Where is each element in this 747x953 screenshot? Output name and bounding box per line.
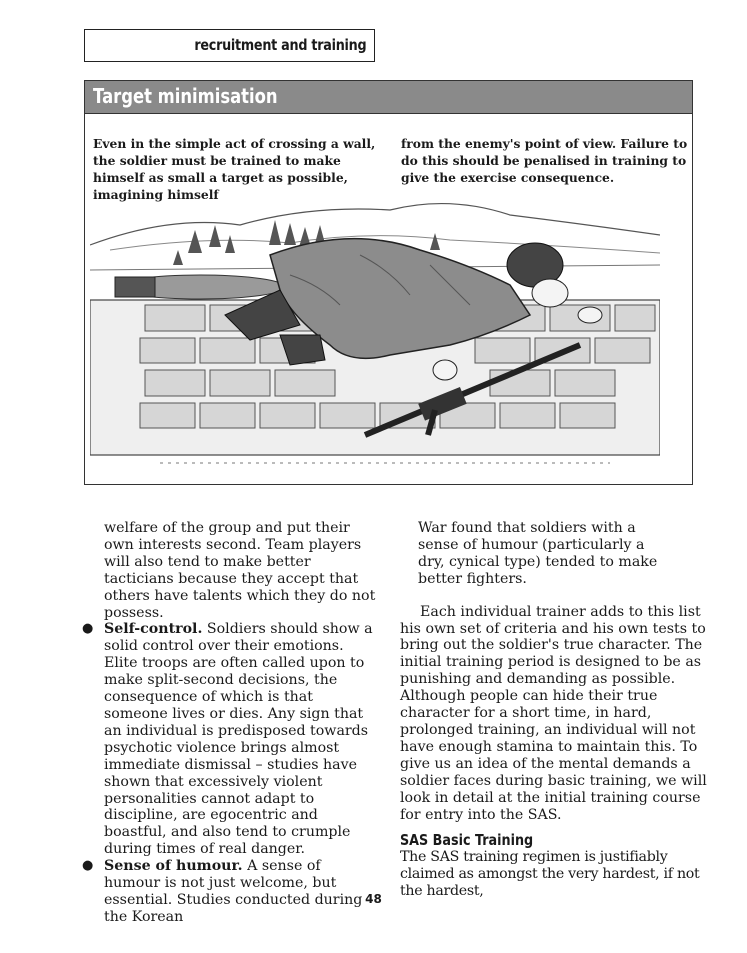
soldier-wall-illustration bbox=[90, 195, 660, 480]
right-paragraph-2: Each individual trainer adds to this list his own set of criteria and his own tests to bring out the soldier's true character. The initial training period is designed to be as punishing and demanding as possible. Although people can hide their true character for a short time, in hard, prolonged training, an individual will not have enough stamina to maintain this. To give us an idea of the mental demands a soldier faces during basic training, we will look in detail at the initial training course for entry into the SAS. bbox=[400, 603, 707, 823]
page-number: 48 bbox=[365, 892, 382, 906]
caption-left: Even in the simple act of crossing a wall, the soldier must be trained to make himself as small a target as possible, imagining himself bbox=[93, 136, 376, 202]
section-heading: SAS Basic Training bbox=[400, 831, 534, 850]
right-paragraph-1: War found that soldiers with a sense of humour (particularly a dry, cynical type) tended to make better fighters. bbox=[418, 520, 658, 587]
right-paragraph-3: The SAS training regimen is justifiably claimed as amongst the very hardest, if not the hardest, bbox=[400, 849, 700, 900]
bullet-self-control bbox=[104, 621, 379, 858]
running-header bbox=[84, 29, 375, 62]
running-header-text: recruitment and training bbox=[193, 36, 366, 54]
bullet-self-control-head: Self-control. bbox=[104, 621, 203, 638]
bullet-humour-head: Sense of humour. bbox=[104, 858, 243, 875]
left-paragraph-1: welfare of the group and put their own interests second. Team players will also tend to make better tacticians because they accept that others have talents which they do not possess. bbox=[104, 520, 376, 621]
body-column-right bbox=[400, 520, 722, 900]
body-column-left bbox=[104, 520, 379, 926]
caption-right: from the enemy's point of view. Failure to do this should be penalised in training to give the exercise consequence. bbox=[401, 136, 688, 185]
bullet-self-control-text: Soldiers should show a solid control over their emotions. Elite troops are often called upon to make split-second decisions, the consequence of which is that someone lives or dies. Any sign that an individual is predisposed towards psychotic violence brings almost immediate dismissal – studies have shown that excessively violent personalities cannot adapt to discipline, are egocentric and boastful, and also tend to crumple during times of real danger. bbox=[104, 621, 373, 858]
bullet-humour-text: A sense of humour is not just welcome, but essential. Studies conducted during the Korean bbox=[104, 858, 363, 925]
sidebar-title: Target minimisation bbox=[93, 84, 278, 108]
sidebar-title-bar bbox=[85, 81, 692, 114]
